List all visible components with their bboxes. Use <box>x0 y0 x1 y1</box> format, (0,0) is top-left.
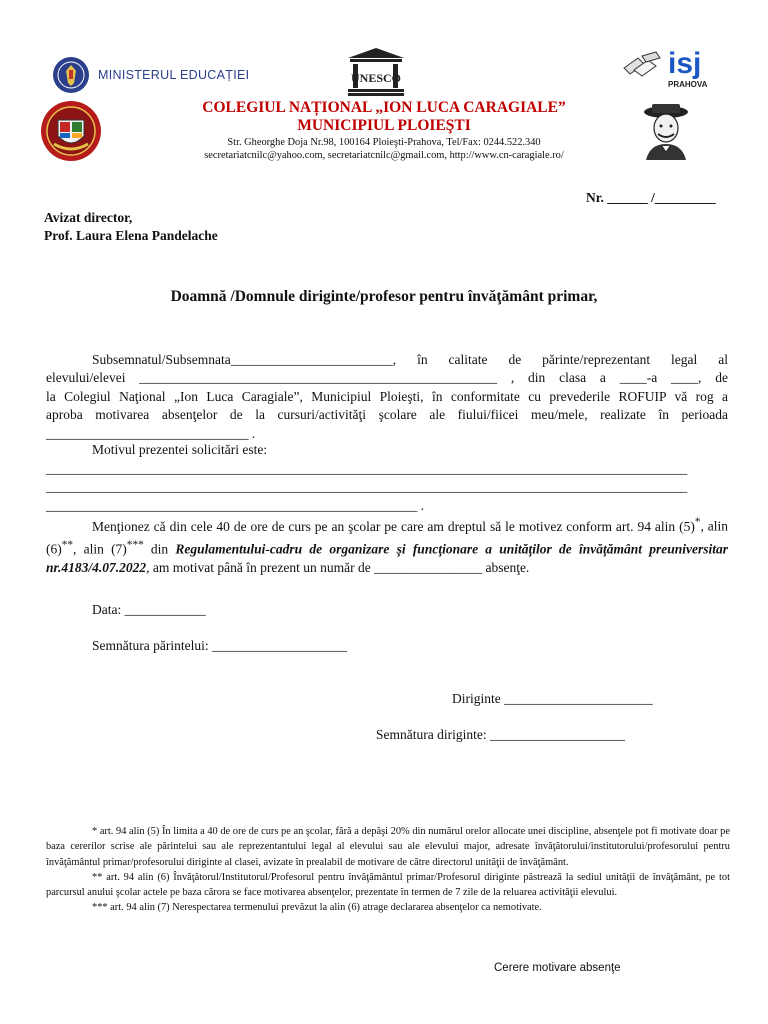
footnote: * art. 94 alin (5) În limita a 40 de ore de curs pe an şcolar, fără a depăşi 20% din numărul orelor allocate unei discipline, absenţele pot fi motivate doar pe baza cererilor scrise ale părintelui sau ale reprezentantului legal al elevului sau ale elevului major, adresate învăţătorului/institutorului/profesorului pentru învăţământul primar/profesorului diriginte al clasei, avizate în prealabil de motivare de către directorul unităţii de învăţământ. <box>46 826 730 868</box>
statement-text: Menţionez că din cele 40 de ore de curs pe an şcolar pe care am dreptul să le motivez conform art. 94 alin (5) <box>92 518 695 534</box>
paragraph-line: aproba motivarea absenţelor de la cursuri/activităţi şcolare ale fiului/fiicei meu/mele, realizate în perioada <box>46 407 728 423</box>
parent-signature-field: Semnătura părintelui: ____________________ <box>92 638 347 653</box>
address-street: Str. Gheorghe Doja Nr.98, 100164 Ploieşti-Prahova, Tel/Fax: 0244.522.340 <box>227 137 541 148</box>
teacher-signature-field: Semnătura diriginte: ____________________ <box>376 727 625 742</box>
motive-blank-line: _______________________________________________________________________________________________ <box>46 461 688 476</box>
school-name: COLEGIUL NAȚIONAL „ION LUCA CARAGIALE” <box>202 99 566 116</box>
ministry-seal-icon <box>52 56 90 94</box>
school-municipality: MUNICIPIUL PLOIEŞTI <box>297 117 471 134</box>
statement-text: din <box>143 541 176 557</box>
paragraph-line: elevului/elevei _____________________________________________________ , din clasa a ____-a ____, de <box>46 370 728 386</box>
school-title <box>0 99 768 135</box>
regulation-title: Regulamentului-cadru de organizare şi funcţionare a unităţilor de învăţământ preuniversitar nr.4183/4.07.2022 <box>46 541 728 575</box>
approval-label: Avizat director, <box>44 210 133 225</box>
registration-number: Nr. ______ /_________ <box>586 190 716 205</box>
footnote-mark: ** <box>61 538 73 551</box>
unesco-temple-icon <box>344 46 408 96</box>
date-field: Data: ____________ <box>92 602 206 617</box>
statement-text: , alin (7) <box>73 541 127 557</box>
director-name: Prof. Laura Elena Pandelache <box>44 228 218 243</box>
isj-logo <box>622 47 708 89</box>
isj-region: PRAHOVA <box>668 80 708 89</box>
document-footer: Cerere motivare absenţe <box>494 962 621 974</box>
footnote: ** art. 94 alin (6) Învăţătorul/Institutorul/Profesorul pentru învăţământul primar/Profesorul diriginte păstrează la sediul unităţii de învăţământ, pe tot parcursul anului şcolar actele pe baza cărora se face motivarea absenţelor, prezentate în termen de 7 zile de la reluarea activităţii elevului. <box>46 871 730 899</box>
teacher-name-field: Diriginte ______________________ <box>452 691 653 706</box>
request-paragraph <box>46 351 728 443</box>
footnote-mark: * <box>694 516 701 528</box>
footnote: *** art. 94 alin (7) Nerespectarea termenului prevăzut la alin (6) atrage declararea absenţelor ca nemotivate. <box>92 902 542 914</box>
motive-label: Motivul prezentei solicitări este: <box>92 442 268 457</box>
school-address <box>0 136 768 162</box>
paragraph-line: ______________________________ . <box>46 425 256 441</box>
paragraph-line: la Colegiul Naţional „Ion Luca Caragiale”, Municipiul Ploieşti, în conformitate cu prevederile ROFUIP vă rog a <box>46 388 728 404</box>
isj-wordmark <box>668 47 708 89</box>
ministry-label: MINISTERUL EDUCAȚIEI <box>98 68 250 82</box>
books-icon <box>622 50 662 80</box>
paragraph-line: Subsemnatul/Subsemnata________________________, în calitate de părinte/reprezentant legal al <box>92 352 728 367</box>
footnote-mark: *** <box>126 538 144 551</box>
statement-text: , alin (6) <box>46 518 729 557</box>
address-contact: secretariatcnilc@yahoo.com, secretariatcnilc@gmail.com, http://www.cn-caragiale.ro/ <box>204 150 564 161</box>
motive-blank-line: _______________________________________________________ . <box>46 497 424 513</box>
director-approval <box>44 209 218 245</box>
unesco-text: UNESCO <box>350 71 402 85</box>
unesco-logo <box>344 46 408 101</box>
motive-lines <box>46 460 728 515</box>
motive-blank-line: _______________________________________________________________________________________________ <box>46 479 688 495</box>
footnotes <box>46 824 730 916</box>
ministry-logo <box>52 56 249 94</box>
isj-text: isj <box>668 47 702 80</box>
salutation: Doamnă /Domnule diriginte/profesor pentru învăţământ primar, <box>170 288 598 305</box>
statement-text: , am motivat până în prezent un număr de ________________ absenţe. <box>146 559 530 575</box>
absence-statement <box>46 513 728 577</box>
